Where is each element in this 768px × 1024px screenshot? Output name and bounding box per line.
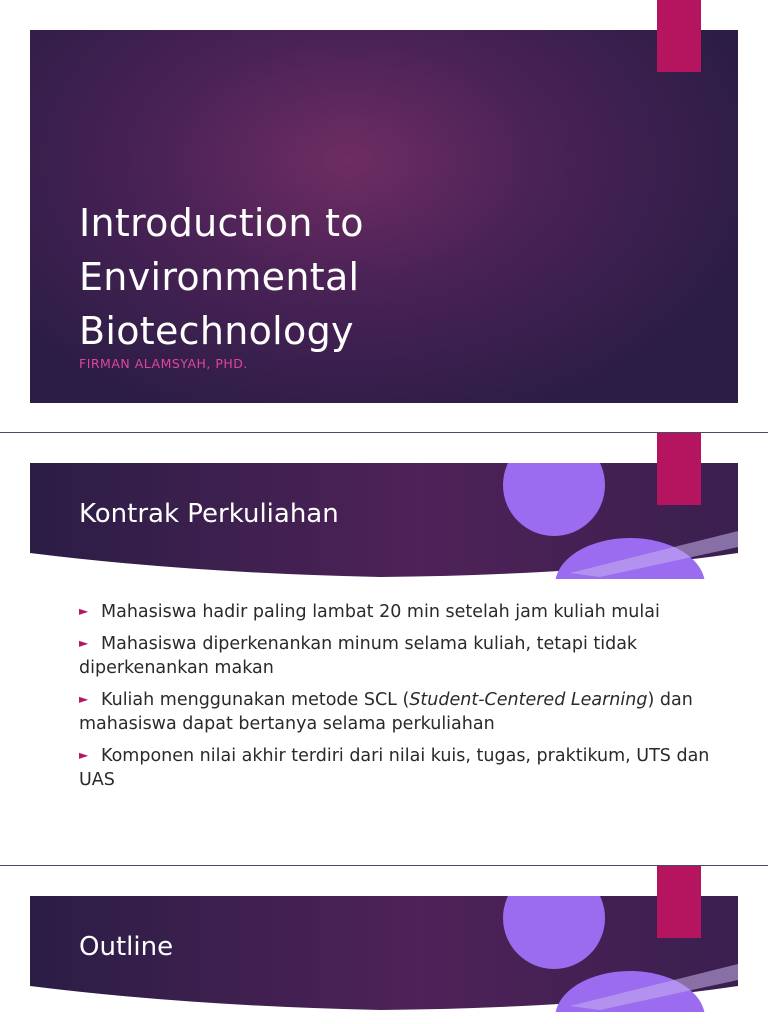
bullet-text-after: ) dan mahasiswa dapat bertanya selama perkuliahan [79,690,693,734]
slide-title [0,0,768,432]
accent-tab [657,866,701,938]
bullet-text-before: Kuliah menggunakan metode SCL ( [101,690,410,710]
bullet-text: Mahasiswa hadir paling lambat 20 min setelah jam kuliah mulai [101,602,660,622]
title-line-2: Environmental [79,255,360,299]
list-item [79,599,729,624]
presentation-title [79,196,364,358]
bullet-list [79,599,729,799]
triangle-right-icon: ► [79,748,89,762]
slide-kontrak [0,433,768,865]
list-item [79,687,729,736]
presenter-name: FIRMAN ALAMSYAH, PHD. [79,356,248,371]
list-item [79,743,729,792]
triangle-right-icon: ► [79,604,89,618]
accent-tab [657,433,701,505]
triangle-right-icon: ► [79,636,89,650]
slide-heading: Outline [79,932,174,962]
list-item [79,631,729,680]
slide-outline [0,866,768,1024]
title-line-3: Biotechnology [79,309,354,353]
slide-heading: Kontrak Perkuliahan [79,499,339,529]
bullet-text-emphasis: Student-Centered Learning [409,690,648,710]
title-line-1: Introduction to [79,201,364,245]
bullet-text: Mahasiswa diperkenankan minum selama kuliah, tetapi tidak diperkenankan makan [79,634,638,678]
triangle-right-icon: ► [79,692,89,706]
accent-tab [657,0,701,72]
bullet-text: Komponen nilai akhir terdiri dari nilai kuis, tugas, praktikum, UTS dan UAS [79,746,710,790]
